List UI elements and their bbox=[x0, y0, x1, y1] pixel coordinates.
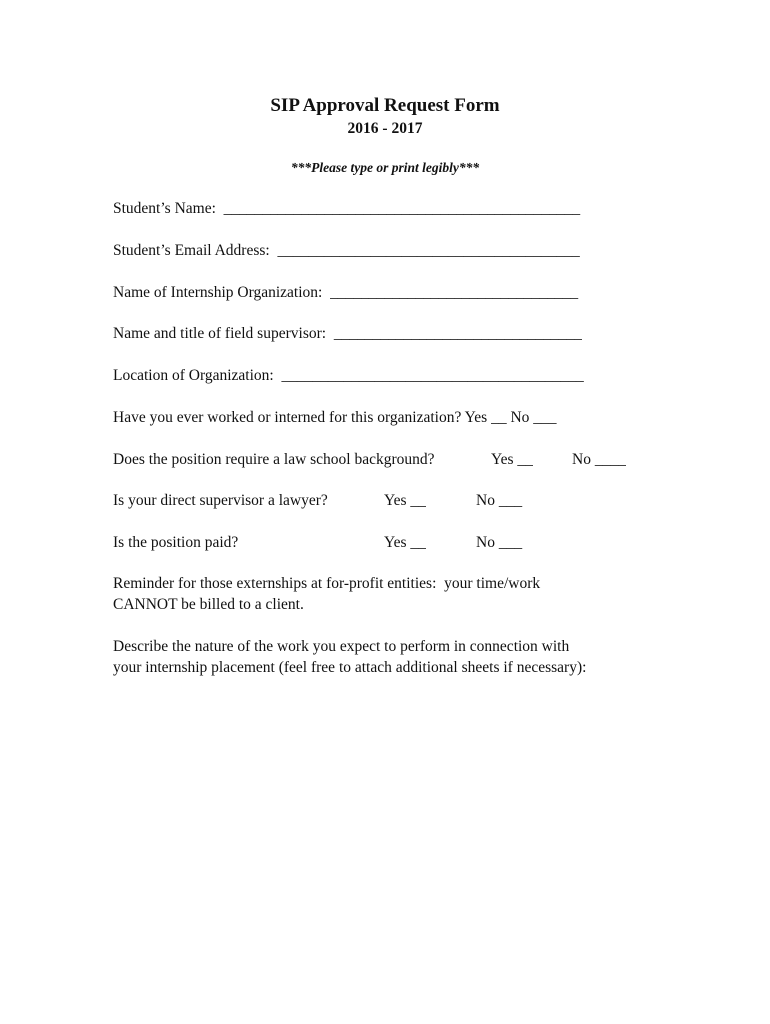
field-supervisor-field[interactable]: Name and title of field supervisor: ________________________________ bbox=[113, 325, 582, 342]
worked-before-question[interactable]: Have you ever worked or interned for this organization? Yes __ No ___ bbox=[113, 409, 557, 426]
law-background-question: Does the position require a law school background? bbox=[113, 451, 435, 468]
supervisor-lawyer-yes[interactable]: Yes __ bbox=[384, 492, 426, 509]
student-name-field[interactable]: Student’s Name: ______________________________________________ bbox=[113, 200, 581, 217]
supervisor-lawyer-question: Is your direct supervisor a lawyer? bbox=[113, 492, 328, 509]
law-background-yes[interactable]: Yes __ bbox=[491, 451, 533, 468]
work-description-prompt bbox=[113, 636, 673, 678]
position-paid-yes[interactable]: Yes __ bbox=[384, 534, 426, 551]
work-description-line-2: your internship placement (feel free to attach additional sheets if necessary): bbox=[113, 659, 587, 676]
law-background-no[interactable]: No ____ bbox=[572, 451, 626, 468]
position-paid-no[interactable]: No ___ bbox=[476, 534, 523, 551]
form-title: SIP Approval Request Form bbox=[270, 95, 500, 116]
organization-location-field[interactable]: Location of Organization: _______________________________________ bbox=[113, 367, 584, 384]
billing-reminder-line-2: CANNOT be billed to a client. bbox=[113, 596, 304, 613]
billing-reminder bbox=[113, 573, 673, 615]
position-paid-question: Is the position paid? bbox=[113, 534, 239, 551]
organization-name-field[interactable]: Name of Internship Organization: ________________________________ bbox=[113, 284, 579, 301]
student-email-field[interactable]: Student’s Email Address: _______________________________________ bbox=[113, 242, 580, 259]
academic-year: 2016 - 2017 bbox=[347, 120, 423, 137]
supervisor-lawyer-no[interactable]: No ___ bbox=[476, 492, 523, 509]
legibility-instruction: ***Please type or print legibly*** bbox=[290, 160, 480, 175]
work-description-line-1: Describe the nature of the work you expect to perform in connection with bbox=[113, 638, 570, 655]
billing-reminder-line-1: Reminder for those externships at for-profit entities: your time/work bbox=[113, 575, 541, 592]
